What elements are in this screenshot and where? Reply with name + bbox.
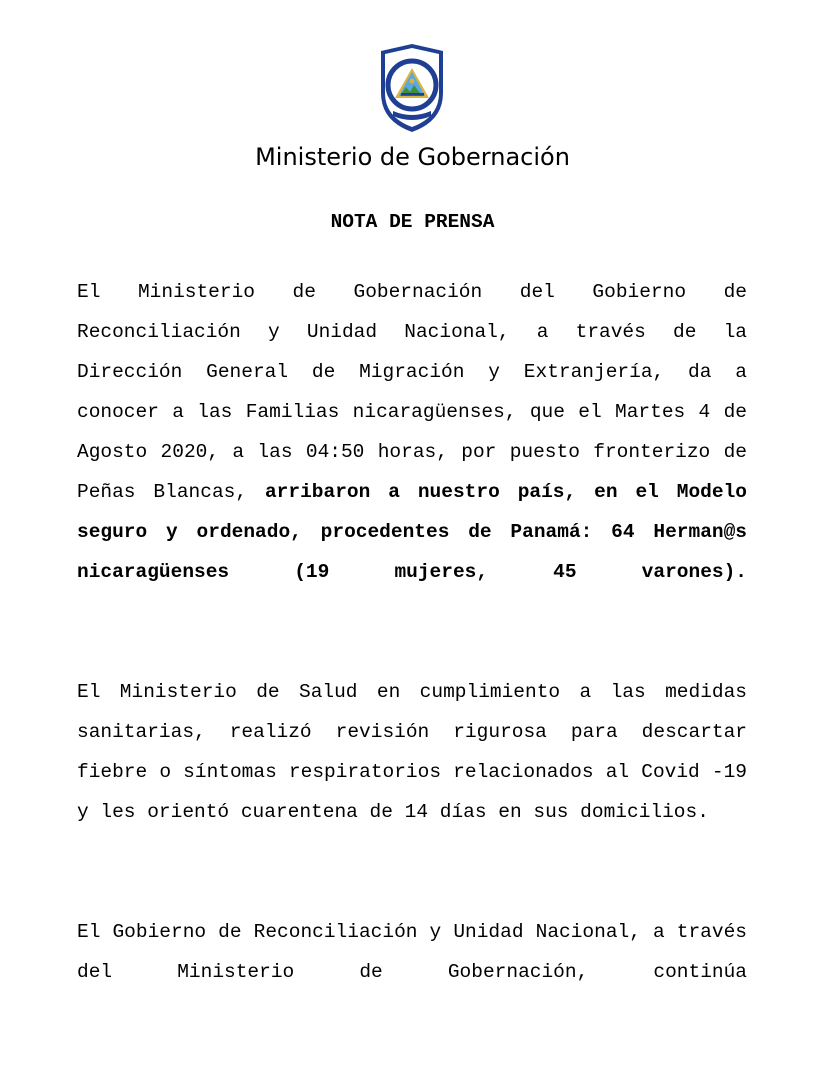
document-heading: NOTA DE PRENSA <box>330 211 495 233</box>
paragraph-1 <box>77 272 747 592</box>
paragraph-3: El Gobierno de Reconciliación y Unidad Nacional, a través del Ministerio de Gobernación, continúa <box>77 921 747 983</box>
ministry-seal-icon <box>377 43 447 133</box>
paragraph-1-text: El Ministerio de Gobernación del Gobierno de Reconciliación y Unidad Nacional, a través de la Dirección General de Migración y Extranjería, da a conocer a las Familias nicaragüenses, que el Martes 4 de Agosto 2020, a las 04:50 horas, por puesto fronterizo de Peñas Blancas, <box>77 281 747 503</box>
ministry-seal-logo <box>377 43 447 133</box>
paragraph-2: El Ministerio de Salud en cumplimiento a las medidas sanitarias, realizó revisión rigurosa para descartar fiebre o síntomas respiratorios relacionados al Covid -19 y les orientó cuarentena de 14 días en sus domicilios. <box>77 681 747 823</box>
ministry-name: Ministerio de Gobernación <box>255 143 570 171</box>
paragraph-1-bold-text: arribaron a nuestro país, en el Modelo seguro y ordenado, procedentes de Panamá: 64 Herman@s nicaragüenses (19 mujeres, 45 varones). <box>77 481 747 583</box>
